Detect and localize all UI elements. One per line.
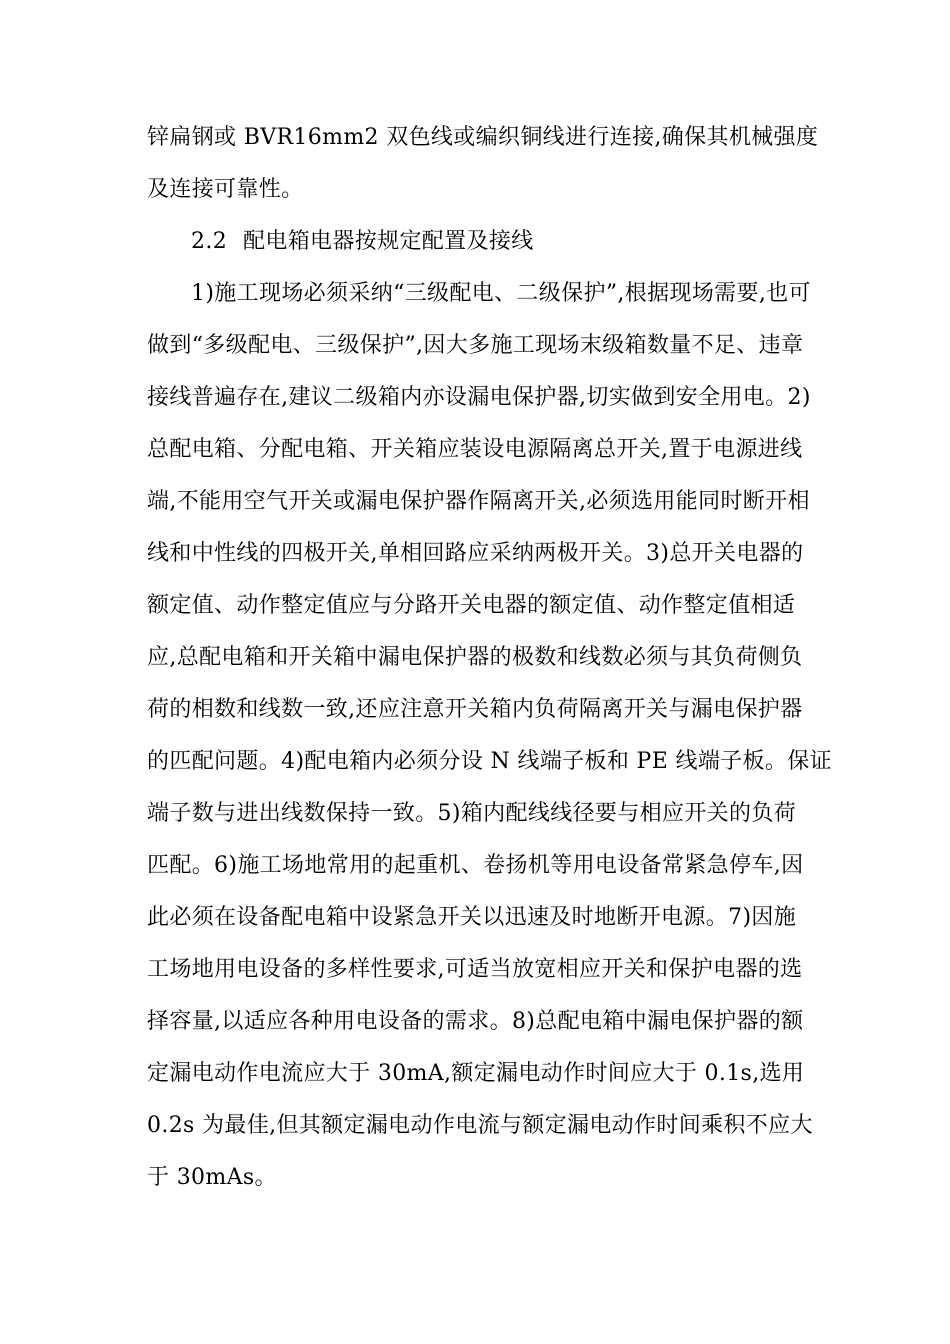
text-line: 接线普遍存在,建议二级箱内亦设漏电保护器,切实做到安全用电。2) bbox=[147, 385, 811, 410]
text-line: 0.2s 为最佳,但其额定漏电动作电流与额定漏电动作时间乘积不应大 bbox=[147, 1113, 813, 1138]
text-line: 额定值、动作整定值应与分路开关电器的额定值、动作整定值相适 bbox=[147, 593, 796, 618]
text-line: 总配电箱、分配电箱、开关箱应装设电源隔离总开关,置于电源进线 bbox=[147, 437, 803, 462]
text-line: 端子数与进出线数保持一致。5)箱内配线线径要与相应开关的负荷 bbox=[147, 801, 797, 826]
text-line: 匹配。6)施工场地常用的起重机、卷扬机等用电设备常紧急停车,因 bbox=[147, 853, 804, 878]
section-number: 2.2 bbox=[191, 229, 228, 254]
text-line: 应,总配电箱和开关箱中漏电保护器的极数和线数必须与其负荷侧负 bbox=[147, 645, 803, 670]
text-line: 及连接可靠性。 bbox=[147, 177, 304, 202]
text-line: 的匹配问题。4)配电箱内必须分设 N 线端子板和 PE 线端子板。保证 bbox=[147, 749, 832, 774]
text-line: 工场地用电设备的多样性要求,可适当放宽相应开关和保护电器的选 bbox=[147, 957, 803, 982]
text-line: 线和中性线的四极开关,单相回路应采纳两极开关。3)总开关电器的 bbox=[147, 541, 804, 566]
text-line: 1)施工现场必须采纳“三级配电、二级保护”,根据现场需要,也可 bbox=[191, 281, 811, 306]
text-line: 做到“多级配电、三级保护”,因大多施工现场末级箱数量不足、违章 bbox=[147, 333, 804, 358]
text-line: 端,不能用空气开关或漏电保护器作隔离开关,必须选用能同时断开相 bbox=[147, 489, 810, 514]
text-line: 择容量,以适应各种用电设备的需求。8)总配电箱中漏电保护器的额 bbox=[147, 1009, 804, 1034]
text-line: 锌扁钢或 BVR16mm2 双色线或编织铜线进行连接,确保其机械强度 bbox=[147, 125, 819, 150]
text-line: 于 30mAs。 bbox=[147, 1165, 277, 1190]
text-line: 定漏电动作电流应大于 30mA,额定漏电动作时间应大于 0.1s,选用 bbox=[147, 1061, 805, 1086]
text-line: 荷的相数和线数一致,还应注意开关箱内负荷隔离开关与漏电保护器 bbox=[147, 697, 803, 722]
text-line: 此必须在设备配电箱中设紧急开关以迅速及时地断开电源。7)因施 bbox=[147, 905, 797, 930]
section-heading bbox=[191, 227, 534, 257]
section-title: 配电箱电器按规定配置及接线 bbox=[243, 229, 534, 254]
